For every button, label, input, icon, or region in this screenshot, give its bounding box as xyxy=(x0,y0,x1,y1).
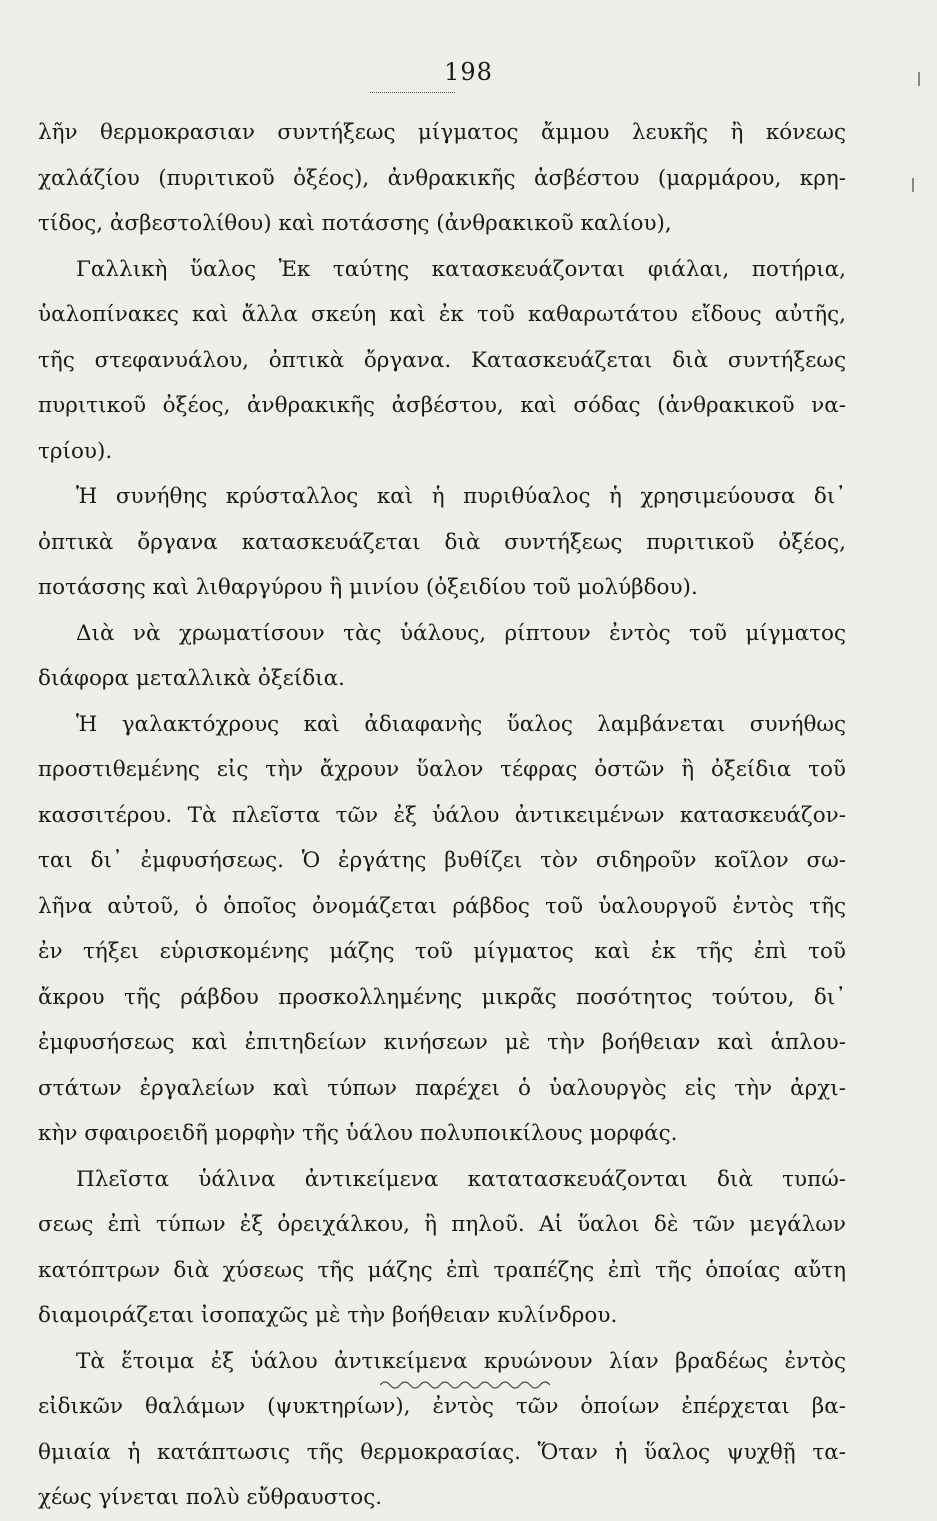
text-body xyxy=(38,110,846,1521)
text-line: Πλεῖστα ὑάλινα ἀντικείμενα κατατασκευάζονται διὰ τυπώ- xyxy=(76,1166,846,1192)
text-line: προστιθεμένης εἰς τὴν ἄχρουν ὕαλον τέφρας ὀστῶν ἢ ὀξείδια τοῦ xyxy=(38,757,846,782)
text-line: ποτάσσης καὶ λιθαργύρου ἢ μινίου (ὀξειδίου τοῦ μολύβδου). xyxy=(38,575,698,600)
margin-mark xyxy=(912,178,914,192)
text-line: Τὰ ἕτοιμα ἐξ ὑάλου ἀντικείμενα κρυώνουν λίαν βραδέως ἐντὸς xyxy=(76,1348,846,1374)
text-line: θμιαία ἡ κατάπτωσις τῆς θερμοκρασίας. Ὅταν ἡ ὕαλος ψυχθῇ τα- xyxy=(38,1439,846,1465)
text-line: ἄκρου τῆς ράβδου προσκολλημένης μικρᾶς ποσότητος τούτου, δι᾽ xyxy=(38,984,846,1010)
text-line: λῆν θερμοκρασιαν συντήξεως μίγματος ἄμμου λευκῆς ἢ κόνεως xyxy=(38,120,846,145)
page-number: 198 xyxy=(444,58,493,86)
text-line: κατόπτρων διὰ χύσεως τῆς μάζης ἐπὶ τραπέζης ἐπὶ τῆς ὁποίας αὔτη xyxy=(38,1257,846,1283)
text-line: διάφορα μεταλλικὰ ὀξείδια. xyxy=(38,666,345,691)
text-line: Διὰ νὰ χρωματίσουν τὰς ὑάλους, ρίπτουν ἐντὸς τοῦ μίγματος xyxy=(76,620,846,646)
text-line: χαλάζίου (πυριτικοῦ ὀξέος), ἀνθρακικῆς ἀσβέστου (μαρμάρου, κρη- xyxy=(38,165,846,191)
text-line: ἐμφυσήσεως καὶ ἐπιτηδείων κινήσεων μὲ τὴν βοήθειαν καὶ ἁπλου- xyxy=(38,1030,846,1055)
text-line: τίδος, ἀσβεστολίθου) καὶ ποτάσσης (ἀνθρακικοῦ καλίου), xyxy=(38,211,672,236)
text-line: Γαλλικὴ ὕαλος Ἐκ ταύτης κατασκευάζονται φιάλαι, ποτήρια, xyxy=(76,256,846,282)
text-line: κὴν σφαιροειδῆ μορφὴν τῆς ὑάλου πολυποικίλους μορφάς. xyxy=(38,1121,678,1146)
text-line: χέως γίνεται πολὺ εὔθραυστος. xyxy=(38,1485,383,1510)
text-line: ἐν τήξει εὑρισκομένης μάζης τοῦ μίγματος καὶ ἐκ τῆς ἐπὶ τοῦ xyxy=(38,939,846,964)
text-line: σεως ἐπὶ τύπων ἐξ ὀρειχάλκου, ἢ πηλοῦ. Αἱ ὕαλοι δὲ τῶν μεγάλων xyxy=(38,1212,846,1237)
end-ornament xyxy=(380,1378,550,1392)
page-number-rule xyxy=(370,92,455,93)
text-line: πυριτικοῦ ὀξέος, ἀνθρακικῆς ἀσβέστου, καὶ σόδας (ἀνθρακικοῦ να- xyxy=(38,393,846,418)
text-line: Ἡ γαλακτόχρους καὶ ἀδιαφανὴς ὕαλος λαμβάνεται συνήθως xyxy=(76,711,846,737)
text-line: ται δι᾽ ἐμφυσήσεως. Ὁ ἐργάτης βυθίζει τὸν σιδηροῦν κοῖλον σω- xyxy=(38,848,846,873)
text-line: τῆς στεφανυάλου, ὀπτικὰ ὄργανα. Κατασκευάζεται διὰ συντήξεως xyxy=(38,347,846,373)
text-line: λῆνα αὐτοῦ, ὁ ὁποῖος ὀνομάζεται ράβδος τοῦ ὑαλουργοῦ ἐντὸς τῆς xyxy=(38,893,846,919)
margin-mark xyxy=(918,72,920,86)
text-line: ὑαλοπίνακες καὶ ἄλλα σκεύη καὶ ἐκ τοῦ καθαρωτάτου εἴδους αὐτῆς, xyxy=(38,302,846,327)
text-line: διαμοιράζεται ἰσοπαχῶς μὲ τὴν βοήθειαν κυλίνδρου. xyxy=(38,1303,618,1328)
text-line: κασσιτέρου. Τὰ πλεῖστα τῶν ἐξ ὑάλου ἀντικειμένων κατασκευάζον- xyxy=(38,802,846,828)
text-line: στάτων ἐργαλείων καὶ τύπων παρέχει ὁ ὑαλουργὸς εἰς τὴν ἀρχι- xyxy=(38,1075,846,1101)
text-line: ὀπτικὰ ὄργανα κατασκευάζεται διὰ συντήξεως πυριτικοῦ ὀξέος, xyxy=(38,529,846,555)
text-line: τρίου). xyxy=(38,438,113,464)
text-line: Ἡ συνήθης κρύσταλλος καὶ ἡ πυριθύαλος ἡ χρησιμεύουσα δι᾽ xyxy=(76,484,846,509)
text-line: εἰδικῶν θαλάμων (ψυκτηρίων), ἐντὸς τῶν ὁποίων ἐπέρχεται βα- xyxy=(38,1394,846,1419)
